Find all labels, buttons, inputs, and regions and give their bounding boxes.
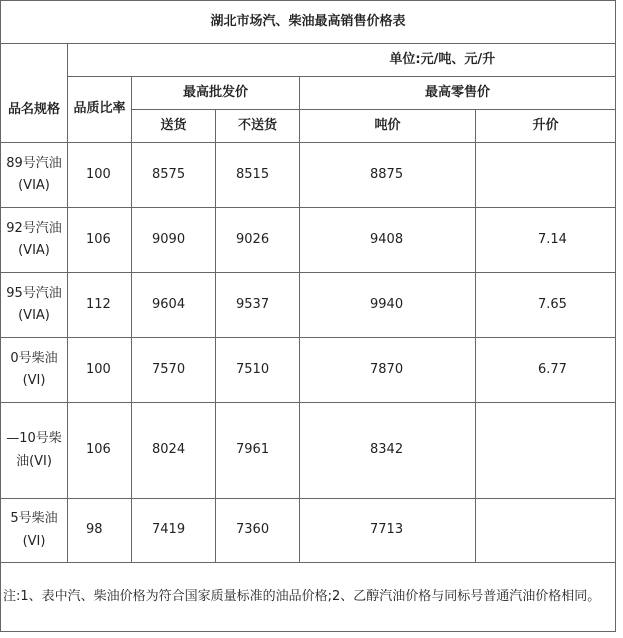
product-name: 0号柴油(VI) xyxy=(1,338,68,403)
delivered-price: 8024 xyxy=(132,403,216,499)
delivered-price: 8575 xyxy=(132,143,216,208)
not-delivered-price: 7961 xyxy=(216,403,300,499)
not-delivered-price: 9537 xyxy=(216,273,300,338)
table-note: 注:1、表中汽、柴油价格为符合国家质量标准的油品价格;2、乙醇汽油价格与同标号普通汽油价格相同。 xyxy=(1,563,616,632)
header-per-liter: 升价 xyxy=(476,110,616,143)
not-delivered-price: 9026 xyxy=(216,208,300,273)
header-quality-ratio: 品质比率 xyxy=(68,77,132,143)
not-delivered-price: 7360 xyxy=(216,499,300,563)
product-name: 5号柴油(VI) xyxy=(1,499,68,563)
per-liter-price xyxy=(476,403,616,499)
header-product: 品名规格 xyxy=(1,77,68,143)
per-ton-price: 9940 xyxy=(300,273,476,338)
unit-label: 单位:元/吨、元/升 xyxy=(68,44,616,77)
table-row xyxy=(1,208,616,273)
per-ton-price: 8875 xyxy=(300,143,476,208)
product-name: 95号汽油(VIA) xyxy=(1,273,68,338)
table-row xyxy=(1,143,616,208)
per-liter-price: 7.14 xyxy=(476,208,616,273)
header-wholesale: 最高批发价 xyxy=(132,77,300,110)
not-delivered-price: 7510 xyxy=(216,338,300,403)
delivered-price: 9090 xyxy=(132,208,216,273)
header-delivered: 送货 xyxy=(132,110,216,143)
table-title: 湖北市场汽、柴油最高销售价格表 xyxy=(1,1,616,44)
per-liter-price xyxy=(476,143,616,208)
not-delivered-price: 8515 xyxy=(216,143,300,208)
quality-ratio: 112 xyxy=(68,273,132,338)
per-liter-price: 7.65 xyxy=(476,273,616,338)
per-ton-price: 7713 xyxy=(300,499,476,563)
table-row xyxy=(1,338,616,403)
quality-ratio: 106 xyxy=(68,403,132,499)
delivered-price: 7570 xyxy=(132,338,216,403)
table-row xyxy=(1,273,616,338)
per-ton-price: 7870 xyxy=(300,338,476,403)
product-name: 92号汽油(VIA) xyxy=(1,208,68,273)
header-per-ton: 吨价 xyxy=(300,110,476,143)
delivered-price: 9604 xyxy=(132,273,216,338)
quality-ratio: 98 xyxy=(68,499,132,563)
quality-ratio: 100 xyxy=(68,143,132,208)
delivered-price: 7419 xyxy=(132,499,216,563)
per-ton-price: 9408 xyxy=(300,208,476,273)
per-ton-price: 8342 xyxy=(300,403,476,499)
quality-ratio: 106 xyxy=(68,208,132,273)
per-liter-price: 6.77 xyxy=(476,338,616,403)
product-name: —10号柴油(VI) xyxy=(1,403,68,499)
per-liter-price xyxy=(476,499,616,563)
quality-ratio: 100 xyxy=(68,338,132,403)
table-row xyxy=(1,499,616,563)
table-row xyxy=(1,403,616,499)
header-retail: 最高零售价 xyxy=(300,77,616,110)
product-name: 89号汽油(VIA) xyxy=(1,143,68,208)
header-not-delivered: 不送货 xyxy=(216,110,300,143)
